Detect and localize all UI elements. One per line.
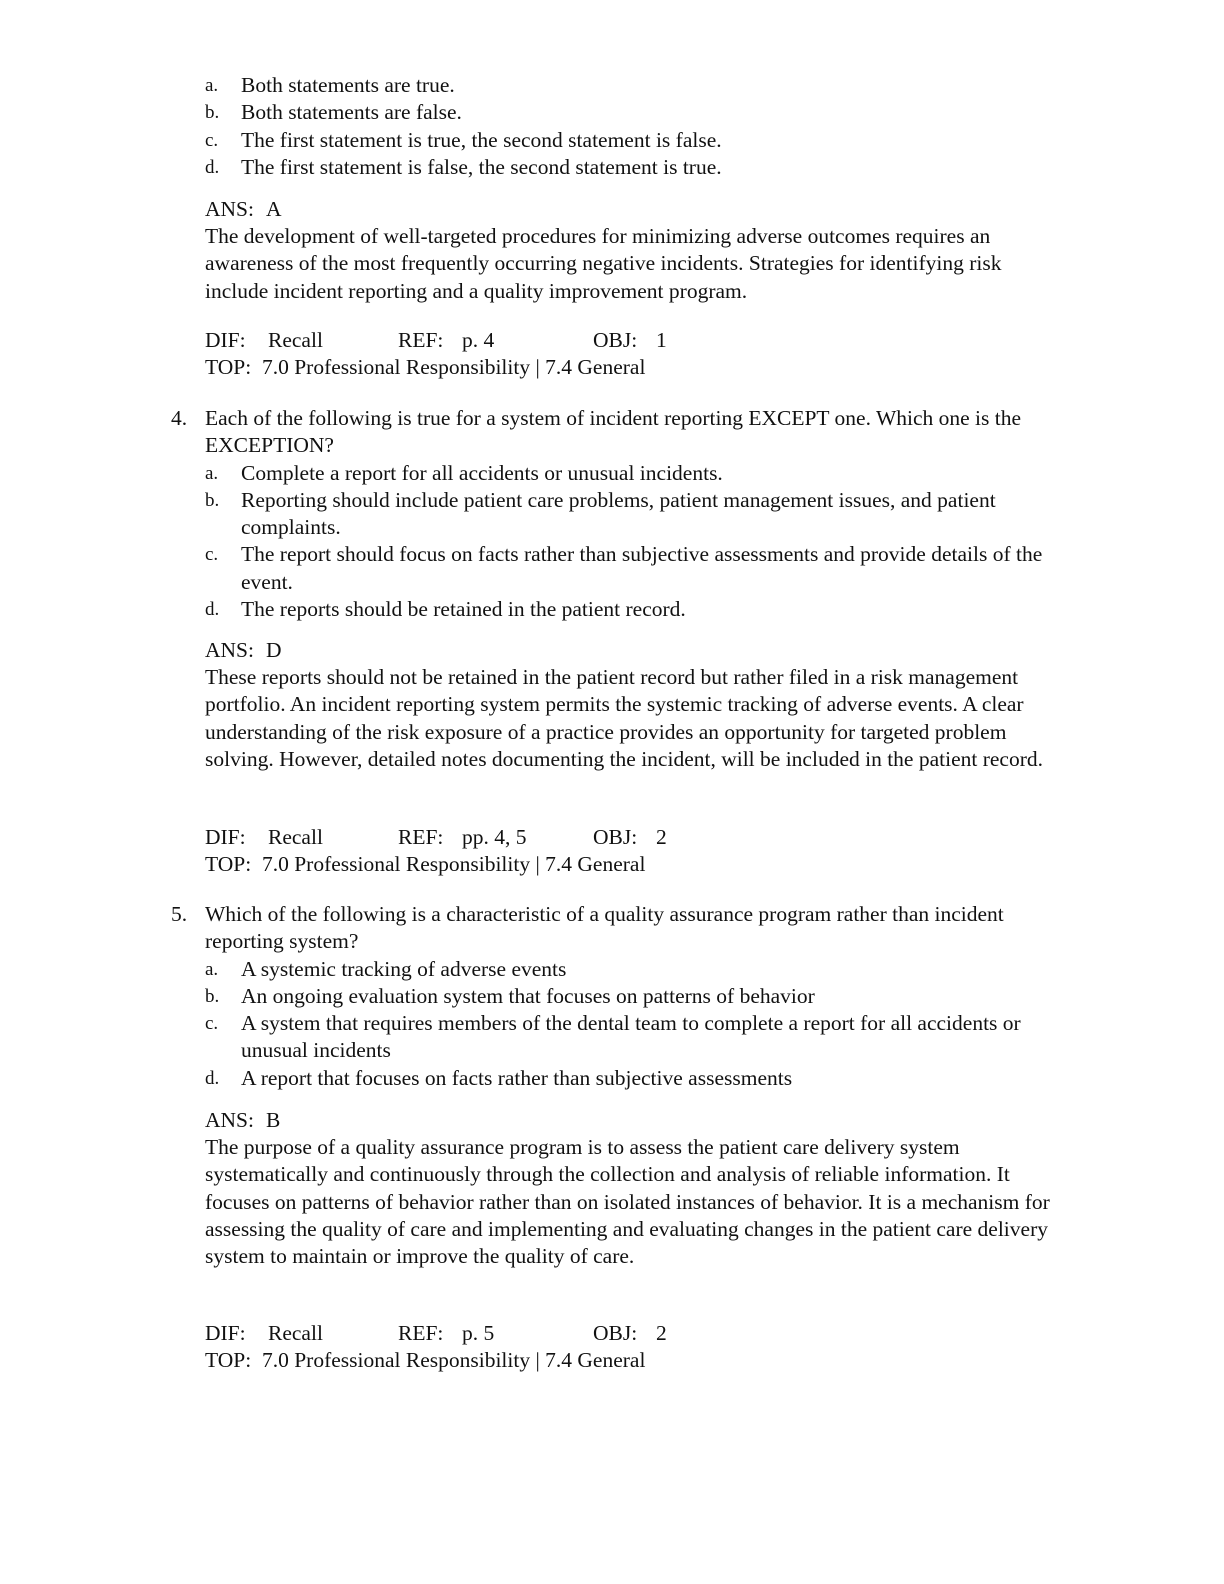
obj-label: OBJ:	[593, 328, 638, 352]
q4-option-b	[0, 487, 1071, 542]
option-letter: b.	[205, 102, 220, 124]
dif-value: Recall	[268, 328, 323, 352]
dif-value: Recall	[268, 1321, 323, 1345]
answer-value: A	[265, 197, 282, 221]
option-letter: b.	[205, 985, 220, 1007]
option-letter: a.	[205, 958, 219, 980]
option-text: A system that requires members of the dental team to complete a report for all accidents or unusual incidents	[241, 1011, 1021, 1063]
ref-value: p. 4	[462, 328, 495, 352]
option-text: An ongoing evaluation system that focuses on patterns of behavior	[241, 983, 815, 1008]
option-text: A report that focuses on facts rather than subjective assessments	[241, 1065, 793, 1090]
option-letter: d.	[205, 1067, 220, 1089]
top-value: 7.0 Professional Responsibility | 7.4 General	[261, 355, 646, 380]
q5-metadata	[0, 1320, 1224, 1375]
q5-option-b	[0, 983, 1071, 1010]
top-value: 7.0 Professional Responsibility | 7.4 General	[261, 1348, 646, 1373]
q4-metadata	[0, 824, 1224, 879]
answer-label: ANS:	[205, 197, 254, 221]
question-number: 5.	[171, 902, 188, 926]
ref-label: REF:	[398, 825, 444, 849]
option-letter: b.	[205, 489, 220, 511]
q4-stem	[0, 405, 1071, 460]
option-text: Reporting should include patient care problems, patient management issues, and patient complaints.	[241, 487, 996, 540]
q3-options	[0, 72, 1224, 181]
obj-value: 1	[656, 328, 667, 352]
dif-value: Recall	[268, 825, 323, 849]
option-text: Complete a report for all accidents or unusual incidents.	[241, 460, 723, 485]
answer-value: D	[265, 638, 282, 662]
obj-value: 2	[656, 825, 667, 849]
q3-explanation: The development of well-targeted procedures for minimizing adverse outcomes requires an awareness of the most frequently occurring negative incidents. Strategies for identifying risk include incident reporting and a quality improvement program.	[205, 224, 1002, 303]
question-text: Which of the following is a characteristic of a quality assurance program rather than incident reporting system?	[205, 902, 1004, 954]
top-value: 7.0 Professional Responsibility | 7.4 General	[261, 852, 646, 877]
q4-option-c	[0, 541, 1071, 596]
option-text: A systemic tracking of adverse events	[241, 956, 567, 981]
top-label: TOP:	[205, 852, 252, 877]
ref-label: REF:	[398, 328, 444, 352]
question-number: 4.	[171, 406, 188, 430]
obj-label: OBJ:	[593, 825, 638, 849]
q4-option-d	[0, 596, 1071, 623]
q5-explanation: The purpose of a quality assurance program is to assess the patient care delivery system systematically and continuously through the collection and analysis of reliable information. It focuses on patterns of behavior rather than on isolated instances of behavior. It is a mechanism for assessing the quality of care and implementing and evaluating changes in the patient care delivery system to maintain or improve the quality of care.	[205, 1135, 1050, 1269]
q4-option-a	[0, 460, 1071, 487]
q5-option-c	[0, 1010, 1071, 1065]
option-text: The report should focus on facts rather than subjective assessments and provide details of the event.	[241, 542, 1043, 594]
answer-label: ANS:	[205, 1108, 254, 1132]
q4-answer	[0, 637, 1224, 664]
answer-label: ANS:	[205, 638, 254, 662]
question-4	[0, 405, 1224, 623]
q5-option-a	[0, 956, 1071, 983]
option-letter: d.	[205, 156, 220, 178]
q3-option-a	[0, 72, 1071, 99]
dif-label: DIF:	[205, 1321, 246, 1345]
q3-metadata	[0, 327, 1224, 382]
q5-option-d	[0, 1065, 1071, 1092]
question-5	[0, 901, 1224, 1092]
option-text: The first statement is true, the second statement is false.	[241, 127, 722, 152]
q3-option-c	[0, 127, 1071, 154]
ref-value: p. 5	[462, 1321, 495, 1345]
obj-label: OBJ:	[593, 1321, 638, 1345]
ref-value: pp. 4, 5	[462, 825, 527, 849]
ref-label: REF:	[398, 1321, 444, 1345]
obj-value: 2	[656, 1321, 667, 1345]
question-text: Each of the following is true for a system of incident reporting EXCEPT one. Which one is the EXCEPTION?	[205, 406, 1022, 458]
option-text: The reports should be retained in the patient record.	[241, 597, 686, 622]
q4-explanation: These reports should not be retained in the patient record but rather filed in a risk management portfolio. An incident reporting system permits the systemic tracking of adverse events. A clear understanding of the risk exposure of a practice provides an opportunity for targeted problem solving. However, detailed notes documenting the incident, will be included in the patient record.	[205, 665, 1044, 771]
option-letter: a.	[205, 75, 219, 96]
option-letter: a.	[205, 462, 219, 484]
option-letter: c.	[205, 129, 219, 151]
option-text: Both statements are true.	[241, 73, 455, 97]
option-letter: d.	[205, 599, 220, 621]
dif-label: DIF:	[205, 825, 246, 849]
top-label: TOP:	[205, 355, 252, 380]
option-letter: c.	[205, 1013, 219, 1035]
option-text: The first statement is false, the second statement is true.	[241, 154, 722, 179]
option-letter: c.	[205, 544, 219, 566]
answer-value: B	[265, 1108, 281, 1132]
q3-option-d	[0, 154, 1071, 181]
q3-answer	[0, 196, 1224, 223]
q5-stem	[0, 901, 1071, 956]
q3-option-b	[0, 99, 1071, 126]
top-label: TOP:	[205, 1348, 252, 1373]
dif-label: DIF:	[205, 328, 246, 352]
option-text: Both statements are false.	[241, 100, 462, 125]
q5-answer	[0, 1107, 1224, 1134]
